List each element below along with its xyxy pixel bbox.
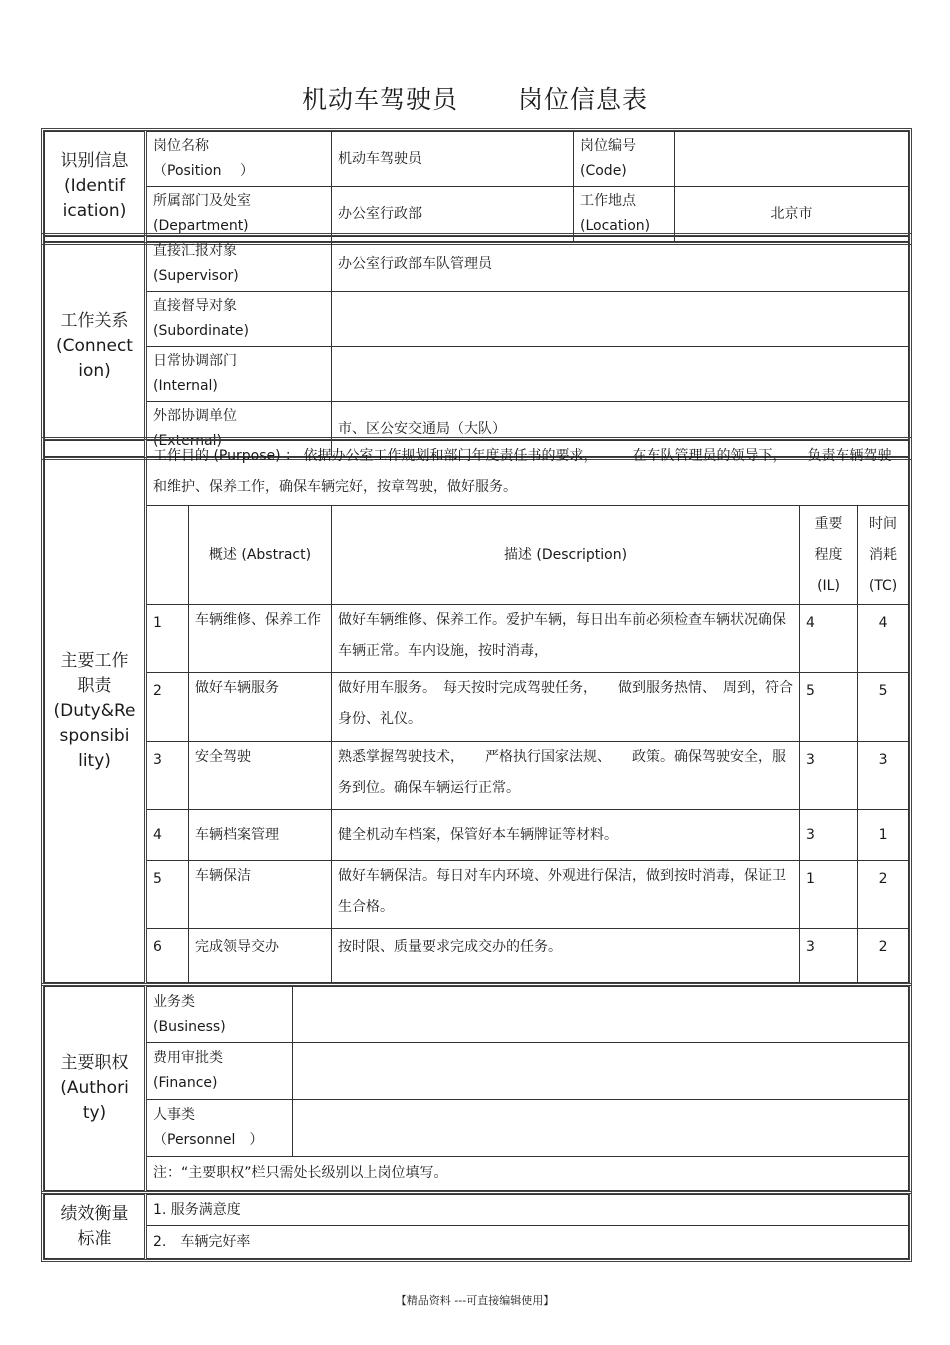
work-purpose: 工作目的 (Purpose) ： 依据办公室工作规划和部门年度责任书的要求， 在车队管理员的领导下， 负责车辆驾驶和维护、保养工作，确保车辆完好，按章驾驶，做好服务。 — [146, 441, 909, 506]
duty-importance: 3 — [800, 810, 858, 861]
connection-section-label: 工作关系 (Connect ion) — [45, 237, 146, 457]
code-label: 岗位编号 (Code) — [574, 132, 675, 187]
identification-section-label: 识别信息 (Identif ication) — [45, 132, 146, 242]
duty-row — [45, 605, 909, 673]
duty-importance: 3 — [800, 929, 858, 983]
position-label: 岗位名称 （Position ） — [146, 132, 332, 187]
supervisor-value: 办公室行政部车队管理员 — [332, 237, 909, 292]
duty-abstract: 车辆保洁 — [189, 861, 332, 929]
duty-description: 做好车辆保洁。每日对车内环境、外观进行保洁，做到按时消毒，保证卫生合格。 — [332, 861, 800, 929]
duty-description: 熟悉掌握驾驶技术， 严格执行国家法规、 政策。确保驾驶安全，服务到位。确保车辆运行正常。 — [332, 742, 800, 810]
duty-abstract: 做好车辆服务 — [189, 673, 332, 742]
duty-time: 1 — [858, 810, 909, 861]
duty-abstract: 车辆档案管理 — [189, 810, 332, 861]
duty-header-no — [146, 506, 189, 605]
personnel-value — [293, 1100, 909, 1157]
duty-importance: 4 — [800, 605, 858, 673]
duty-table — [44, 440, 909, 983]
external-value: 市、区公安交通局（大队） — [332, 402, 909, 457]
identification-table — [44, 131, 909, 242]
external-label: 外部协调单位 (External) — [146, 402, 332, 457]
duty-no: 3 — [146, 742, 189, 810]
duty-abstract: 安全驾驶 — [189, 742, 332, 810]
position-value: 机动车驾驶员 — [332, 132, 574, 187]
department-value: 办公室行政部 — [332, 187, 574, 242]
duty-importance: 1 — [800, 861, 858, 929]
duty-row — [45, 673, 909, 742]
location-value: 北京市 — [675, 187, 909, 242]
supervisor-label: 直接汇报对象 (Supervisor) — [146, 237, 332, 292]
duty-time: 3 — [858, 742, 909, 810]
department-label: 所属部门及处室 (Department) — [146, 187, 332, 242]
duty-no: 4 — [146, 810, 189, 861]
internal-value — [332, 347, 909, 402]
title-part2: 岗位信息表 — [518, 85, 649, 114]
duty-header-description: 描述 (Description) — [332, 506, 800, 605]
duty-description: 做好车辆维修、保养工作。爱护车辆，每日出车前必须检查车辆状况确保车辆正常。车内设施，按时消毒， — [332, 605, 800, 673]
duty-time: 2 — [858, 929, 909, 983]
duty-row — [45, 742, 909, 810]
duty-importance: 5 — [800, 673, 858, 742]
duty-description: 做好用车服务。 每天按时完成驾驶任务， 做到服务热情、 周到，符合身份、礼仪。 — [332, 673, 800, 742]
duty-abstract: 完成领导交办 — [189, 929, 332, 983]
subordinate-value — [332, 292, 909, 347]
duty-description: 按时限、质量要求完成交办的任务。 — [332, 929, 800, 983]
duty-row — [45, 929, 909, 983]
duty-time: 2 — [858, 861, 909, 929]
page-title — [0, 80, 950, 116]
performance-section-label: 绩效衡量 标准 — [45, 1195, 146, 1259]
performance-item: 2. 车辆完好率 — [146, 1226, 909, 1259]
authority-note: 注：“主要职权”栏只需处长级别以上岗位填写。 — [146, 1157, 909, 1191]
duty-no: 1 — [146, 605, 189, 673]
connection-table — [44, 236, 909, 457]
authority-table — [44, 986, 909, 1191]
subordinate-label: 直接督导对象 (Subordinate) — [146, 292, 332, 347]
finance-label: 费用审批类 (Finance) — [146, 1043, 293, 1100]
duty-no: 5 — [146, 861, 189, 929]
duty-header-importance: 重要 程度 (IL) — [800, 506, 858, 605]
duty-no: 2 — [146, 673, 189, 742]
title-part1: 机动车驾驶员 — [301, 85, 458, 114]
duty-header-time: 时间 消耗 (TC) — [858, 506, 909, 605]
performance-table — [44, 1194, 909, 1259]
duty-description: 健全机动车档案，保管好本车辆牌证等材料。 — [332, 810, 800, 861]
business-label: 业务类 (Business) — [146, 987, 293, 1043]
authority-section-label: 主要职权 (Authori ty) — [45, 987, 146, 1191]
page-footer: 【精品资料 ---可直接编辑使用】 — [395, 1294, 555, 1307]
duty-row — [45, 861, 909, 929]
duty-abstract: 车辆维修、保养工作 — [189, 605, 332, 673]
duty-time: 5 — [858, 673, 909, 742]
duty-header-abstract: 概述 (Abstract) — [189, 506, 332, 605]
duty-time: 4 — [858, 605, 909, 673]
personnel-label: 人事类 （Personnel ） — [146, 1100, 293, 1157]
finance-value — [293, 1043, 909, 1100]
duty-importance: 3 — [800, 742, 858, 810]
duty-section-label: 主要工作 职责 (Duty&Re sponsibi lity) — [45, 441, 146, 983]
business-value — [293, 987, 909, 1043]
duty-no: 6 — [146, 929, 189, 983]
code-value — [675, 132, 909, 187]
performance-item: 1. 服务满意度 — [146, 1195, 909, 1226]
internal-label: 日常协调部门 (Internal) — [146, 347, 332, 402]
location-label: 工作地点 (Location) — [574, 187, 675, 242]
duty-row — [45, 810, 909, 861]
